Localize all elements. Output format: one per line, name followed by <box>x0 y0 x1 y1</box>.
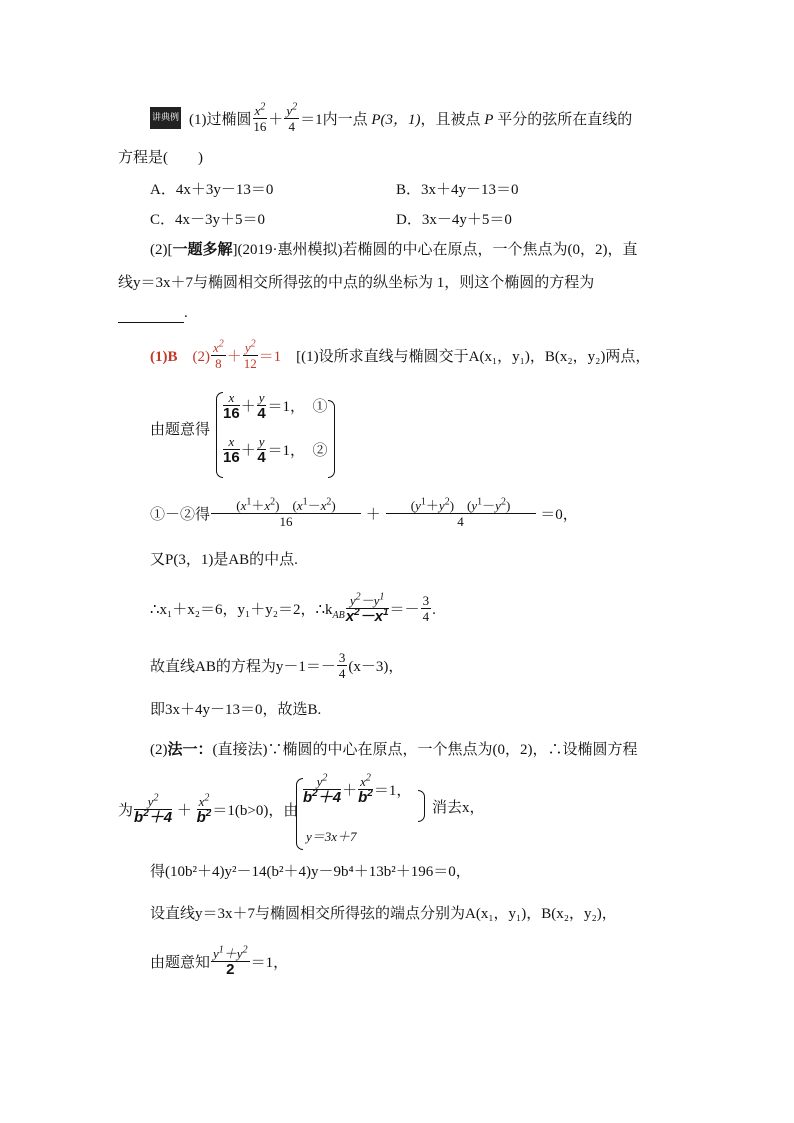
fraction-x2-8: $\frac{x^2}{8}$ <box>213 338 224 371</box>
slope-line: ∴x₁＋x₂＝6，y₁＋y₂＝2，$\therefore k_{AB}$ $\frac{y^2-y^1}{x^2-x^1}$ ＝－ $\frac{3}{4}$ . <box>150 591 436 625</box>
answer-conclusion: 即3x＋4y－13＝0，故选B. <box>150 702 322 718</box>
question-1-line-2: 方程是( ) <box>118 150 203 166</box>
option-a: A．4x＋3y－13＝0 <box>150 182 274 198</box>
option-b: B．3x＋4y－13＝0 <box>396 182 519 198</box>
system2-brace-right <box>418 790 425 822</box>
answer-line: (1)B (2) $\frac{x^2}{8}$ ＋ $\frac{y^2}{12}$ ＝1 [(1)设所求直线与椭圆交于A(x₁，y₁)，B(x₂，y₂)两点， <box>150 338 651 371</box>
system2-equation-1: $\frac{y^2}{b^2+4}$ ＋ $\frac{x^2}{b^2}$ ＝1， <box>303 772 412 806</box>
one-question-many-solutions-tag: 一题多解 <box>172 242 233 258</box>
quadratic-line: 得(10b²＋4)y²－14(b²＋4)y－9b⁴＋13b²＋196＝0， <box>150 864 471 880</box>
option-d: D．3x－4y＋5＝0 <box>396 212 512 228</box>
subtraction-line: ①－②得 $\frac{(x^1+x^2) (x^1-x^2)}{16}$ ＋ $\frac{(y^1+y^2) (y^1-y^2)}{4}$ ＝0， <box>150 496 578 529</box>
midpoint-line: 又P(3，1)是AB的中点. <box>150 552 298 568</box>
system2-equation-2: y＝3x＋7 <box>306 829 357 844</box>
given-label: 由题意得 <box>150 422 211 438</box>
option-c: C．4x－3y＋5＝0 <box>150 212 266 228</box>
method-1-line: (2)法一：(直接法)∵椭圆的中心在原点，一个焦点为(0，2)，∴设椭圆方程 <box>150 742 638 758</box>
midpoint-condition-line: 由题意知 $\frac{y^1+y^2}{2}$ ＝1， <box>150 944 289 978</box>
question-2-line-1: (2)[一题多解](2019·惠州模拟)若椭圆的中心在原点，一个焦点为(0，2)，直 <box>150 242 638 258</box>
eliminate-x: 消去x， <box>432 800 485 816</box>
ellipse-equation-line: 为 $\frac{y^2}{b^2+4}$ ＋ $\frac{x^2}{b^2}$ ＝1(b>0)，由 <box>118 792 299 826</box>
example-badge: 讲典例 <box>150 107 181 129</box>
question-1-line-1: 讲典例 (1)过椭圆 $\frac{x^2}{16}$ ＋ $\frac{y^2}{4}$ ＝1内一点 P(3，1)，且被点 P 平分的弦所在直线的 <box>152 101 633 134</box>
fraction-y2-12: $\frac{y^2}{12}$ <box>243 338 257 371</box>
endpoints-line: 设直线y＝3x＋7与椭圆相交所得弦的端点分别为A(x₁，y₁)，B(x₂，y₂)， <box>150 906 617 922</box>
line-equation: 故直线AB的方程为y－1＝－ $\frac{3}{4}$ (x－3)， <box>150 650 404 681</box>
system-brace-right <box>328 400 335 478</box>
question-2-line-3: . <box>118 303 188 323</box>
fraction-y2-4: $\frac{y^2}{4}$ <box>286 101 298 134</box>
question-2-line-2: 线y＝3x＋7与椭圆相交所得弦的中点的纵坐标为 1，则这个椭圆的方程为 <box>118 275 595 291</box>
equation-2: $\frac{x}{16}$ ＋ $\frac{y}{4}$ ＝1， ② <box>223 434 328 466</box>
answer-blank <box>118 308 184 323</box>
fraction-x2-16: $\frac{x^2}{16}$ <box>253 101 267 134</box>
equation-1: $\frac{x}{16}$ ＋ $\frac{y}{4}$ ＝1， ① <box>223 390 328 422</box>
